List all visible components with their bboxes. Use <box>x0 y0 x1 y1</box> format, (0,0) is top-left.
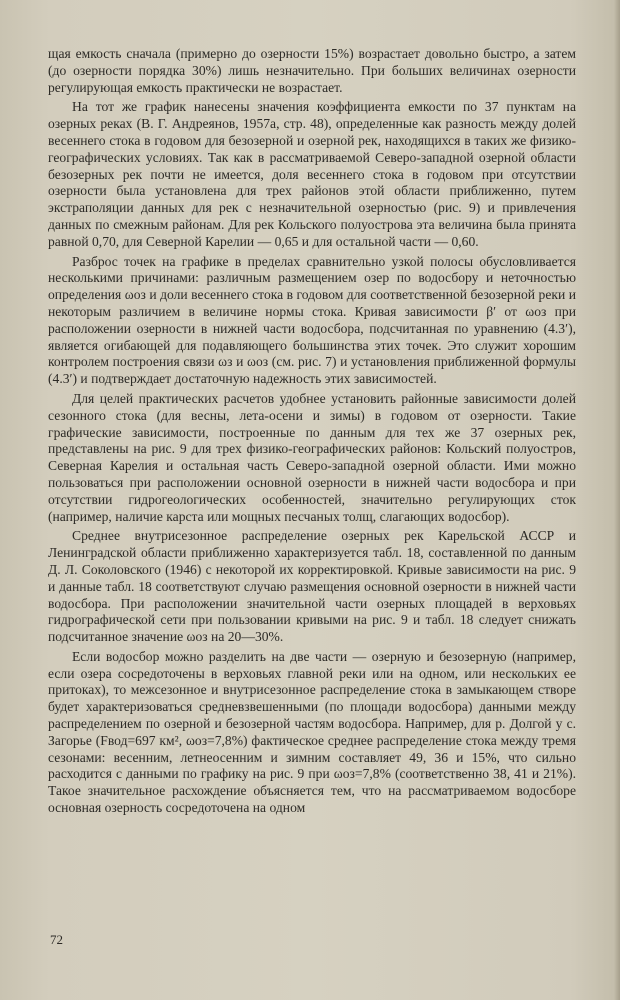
paragraph-4: Для целей практических расчетов удобнее установить районные зависимости долей сезонного стока (для весны, лета-осени и зимы) в годовом от озерности. Такие графические зависимости, построенные по данным для тех же 37 озерных рек, представлены на рис. 9 для трех физико-географических районов: Кольский полуостров, Северная Карелия и остальная часть Северо-западной озерной области. Ими можно пользоваться при расположении основной озерности в нижней части водосбора и при отсутствии гидрогеологических особенностей, значительно регулирующих сток (например, наличие карста или мощных песчаных толщ, слагающих водосбор). <box>48 390 576 524</box>
page-number: 72 <box>50 932 63 947</box>
paragraph-6: Если водосбор можно разделить на две части — озерную и безозерную (например, если озера сосредоточены в верховьях главной реки или на одном, или нескольких ее притоках), то межсезонное и внутрисезонное распределение стока в замыкающем створе будет характеризоваться средневзвешенными (по площади водосбора) данными между распределением по озерной и безозерной частям водосбора. Например, для р. Долгой у с. Загорье (Fвод=697 км², ωоз=7,8%) фактическое среднее распределение стока между тремя сезонами: весенним, летнеосенним и зимним составляет 49, 36 и 15%, что сильно расходится с данными по графику на рис. 9 при ωоз=7,8% (соответственно 38, 41 и 21%). Такое значительное расхождение объясняется тем, что на рассматриваемом водосборе основная озерность сосредоточена на одном <box>48 648 576 816</box>
paragraph-2: На тот же график нанесены значения коэффициента емкости по 37 пунктам на озерных реках (В. Г. Андреянов, 1957а, стр. 48), определенные как разность между долей весеннего стока в годовом для безозерной и озерной рек, находящихся в таких же физико-географических условиях. Так как в рассматриваемой Северо-западной озерной области безозерных рек почти не имеется, доля весеннего стока в годовом при отсутствии озерности была установлена для трех районов этой области приближенно, путем экстраполяции данных для рек с незначительной озерностью (рис. 9) и привлечения данных по смежным районам. Для рек Кольского полуострова эта величина была принята равной 0,70, для Северной Карелии — 0,65 и для остальной части — 0,60. <box>48 99 576 249</box>
body-text <box>48 46 576 820</box>
paragraph-5: Среднее внутрисезонное распределение озерных рек Карельской АССР и Ленинградской области приближенно характеризуется табл. 18, составленной по данным Д. Л. Соколовского (1946) с некоторой их корректировкой. Кривые зависимости на рис. 9 и данные табл. 18 соответствуют случаю размещения основной озерности в нижней части водосбора. При расположении значительной части озерных площадей в верховьях гидрографической сети при пользовании кривыми на рис. 9 и табл. 18 следует снижать подсчитанное значение ωоз на 20—30%. <box>48 528 576 645</box>
paragraph-3: Разброс точек на графике в пределах сравнительно узкой полосы обусловливается несколькими причинами: различным размещением озер по водосбору и неточностью определения ωоз и доли весеннего стока в годовом для соответственной безозерной реки и некоторым различием в величине нормы стока. Кривая зависимости β′ от ωоз при расположении озерности в нижней части водосбора, подсчитанная по уравнению (4.3′), является огибающей для подавляющего большинства этих точек. Это служит хорошим контролем построения связи ωз и ωоз (см. рис. 7) и установления приближенной формулы (4.3′) и подтверждает достаточную надежность этих зависимостей. <box>48 253 576 387</box>
paragraph-1: щая емкость сначала (примерно до озерности 15%) возрастает довольно быстро, а затем (до озерности порядка 30%) лишь незначительно. При больших величинах озерности регулирующая емкость практически не возрастает. <box>48 46 576 95</box>
